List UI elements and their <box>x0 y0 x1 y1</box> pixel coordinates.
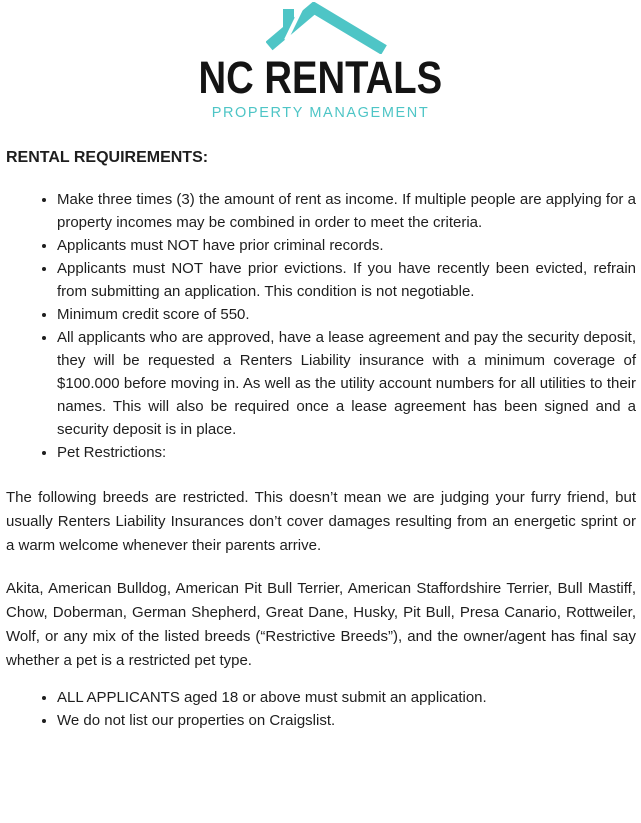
requirement-item: • Applicants must NOT have prior evictions. If you have recently been evicted, refrain from submitting an application. This condition is not negotiable. <box>57 257 636 303</box>
requirement-item: • Applicants must NOT have prior criminal records. <box>57 234 636 257</box>
rental-requirements-heading: RENTAL REQUIREMENTS: <box>6 149 209 166</box>
requirement-item: • Make three times (3) the amount of rent as income. If multiple people are applying for a property incomes may be combined in order to meet the criteria. <box>57 188 636 234</box>
pet-restrictions-paragraph: The following breeds are restricted. This doesn’t mean we are judging your furry friend, but usually Renters Liability Insurances don’t cover damages resulting from an energetic sprint or a warm welcome whenever their parents arrive. <box>6 489 636 554</box>
house-roof-chimney-icon <box>266 2 388 54</box>
brand-name: NC RENTALS <box>198 52 443 103</box>
brand-tagline: PROPERTY MANAGEMENT <box>211 105 430 121</box>
requirement-item: • All applicants who are approved, have a lease agreement and pay the security deposit, they will be requested a Renters Liability insurance with a minimum coverage of $100.000 before moving in. As well as the utility account numbers for all utilities to their names. This will also be required once a lease agreement has been signed and a security deposit is in place. <box>57 326 636 441</box>
restricted-breeds-paragraph: Akita, American Bulldog, American Pit Bull Terrier, American Staffordshire Terrier, Bull Mastiff, Chow, Doberman, German Shepherd, Great Dane, Husky, Pit Bull, Presa Canario, Rottweiler, Wolf, or any mix of the listed breeds (“Restrictive Breeds”), and the owner/agent has final say whether a pet is a restricted pet type. <box>6 580 636 669</box>
requirement-item: • Minimum credit score of 550. <box>57 303 636 326</box>
final-notes-list <box>0 686 636 732</box>
requirement-item: • Pet Restrictions: <box>57 441 636 464</box>
final-note-item: • ALL APPLICANTS aged 18 or above must submit an application. <box>57 686 636 709</box>
final-note-item: • We do not list our properties on Craigslist. <box>57 709 636 732</box>
requirements-list <box>0 188 636 464</box>
nc-rentals-logo <box>0 2 641 121</box>
